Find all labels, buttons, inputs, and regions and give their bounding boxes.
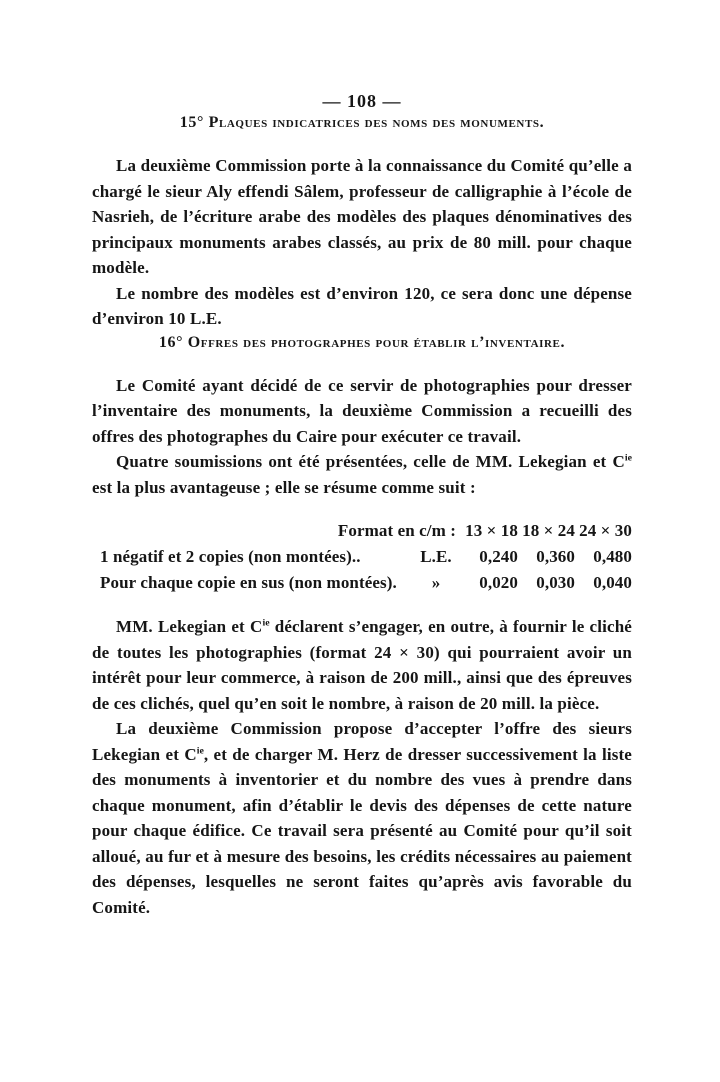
price-row-label: Pour chaque copie en sus (non montées). [100, 573, 397, 592]
company-superscript: ie [196, 744, 204, 756]
price-value: 0,360 [536, 547, 575, 566]
section-15-heading [92, 112, 632, 134]
paragraph-15-2: Le nombre des modèles est d’environ 120, ce sera donc une dépense d’environ 10 L.E. [92, 283, 632, 328]
price-row-label: 1 négatif et 2 copies (non montées).. [100, 547, 361, 566]
text-block [92, 0, 632, 920]
section-16-heading [92, 332, 632, 354]
paragraph-16-3 [92, 614, 632, 716]
price-value: 0,240 [479, 547, 518, 566]
price-format-13x18: 13 × 18 [465, 521, 518, 540]
paragraph-16-4-text: La deuxième Commission propose d’accepter l’offre des sieurs Lekegian et C [92, 719, 632, 764]
paragraph-16-4-text-after: , et de charger M. Herz de dresser successivement la liste des monuments à inventorier et du nombre des vues à prendre dans chaque monument, afin d’établir le devis des dépenses de cette nature pour chaque édifice. Ce travail sera présenté au Comité pour qu’il soit alloué, au fur et à mesure des besoins, les crédits nécessaires au paiement des dépenses, lesquelles ne seront faites qu’après avis favorable du Comité. [92, 744, 632, 917]
price-row-unit: L.E. [420, 547, 452, 566]
page-number: — 108 — [322, 91, 402, 111]
price-value: 0,030 [536, 573, 575, 592]
price-value: 0,020 [479, 573, 518, 592]
paragraph-16-3-text: MM. Lekegian et C [116, 617, 263, 636]
price-row-unit: » [431, 573, 441, 592]
paragraph-16-2-text: Quatre soumissions ont été présentées, celle de MM. Lekegian et C [116, 452, 625, 471]
price-format-24x30: 24 × 30 [579, 521, 632, 540]
price-table-header-label: Format en c/m : [337, 521, 456, 540]
paragraph-16-3-text-after: déclarent s’engager, en outre, à fournir le cliché de toutes les photographies (format 24 × 30) qui pourraient avoir un intérêt pour leur commerce, à raison de 200 mill., ainsi que des épreuves de ces clichés, quel qu’en soit le nombre, à raison de 20 mill. la pièce. [92, 617, 632, 713]
company-superscript: ie [624, 452, 632, 464]
price-value: 0,040 [593, 573, 632, 592]
paragraph-16-2 [92, 449, 632, 500]
paragraph-15-1: La deuxième Commission porte à la connaissance du Comité qu’elle a chargé le sieur Aly effendi Sâlem, professeur de calligraphie à l’école de Nasrieh, de l’écriture arabe des modèles des plaques dénominatives des principaux monuments arabes classés, au prix de 80 mill. pour chaque modèle. [92, 156, 632, 277]
price-table [92, 518, 632, 596]
section-15-ordinal: 15° [179, 114, 204, 131]
price-value: 0,480 [593, 547, 632, 566]
paragraph-16-2-text-after: est la plus avantageuse ; elle se résume comme suit : [92, 477, 476, 497]
section-15-title: Plaques indicatrices des noms des monuments. [208, 114, 545, 131]
section-16-ordinal: 16° [158, 333, 184, 351]
paragraph-16-4 [92, 716, 632, 920]
paragraph-16-1: Le Comité ayant décidé de ce servir de photographies pour dresser l’inventaire des monuments, la deuxième Commission a recueilli des offres des photographes du Caire pour exécuter ce travail. [92, 375, 632, 446]
company-superscript: ie [262, 617, 270, 629]
price-format-18x24: 18 × 24 [522, 521, 575, 540]
section-16-title: Offres des photographes pour établir l’inventaire. [187, 333, 566, 351]
